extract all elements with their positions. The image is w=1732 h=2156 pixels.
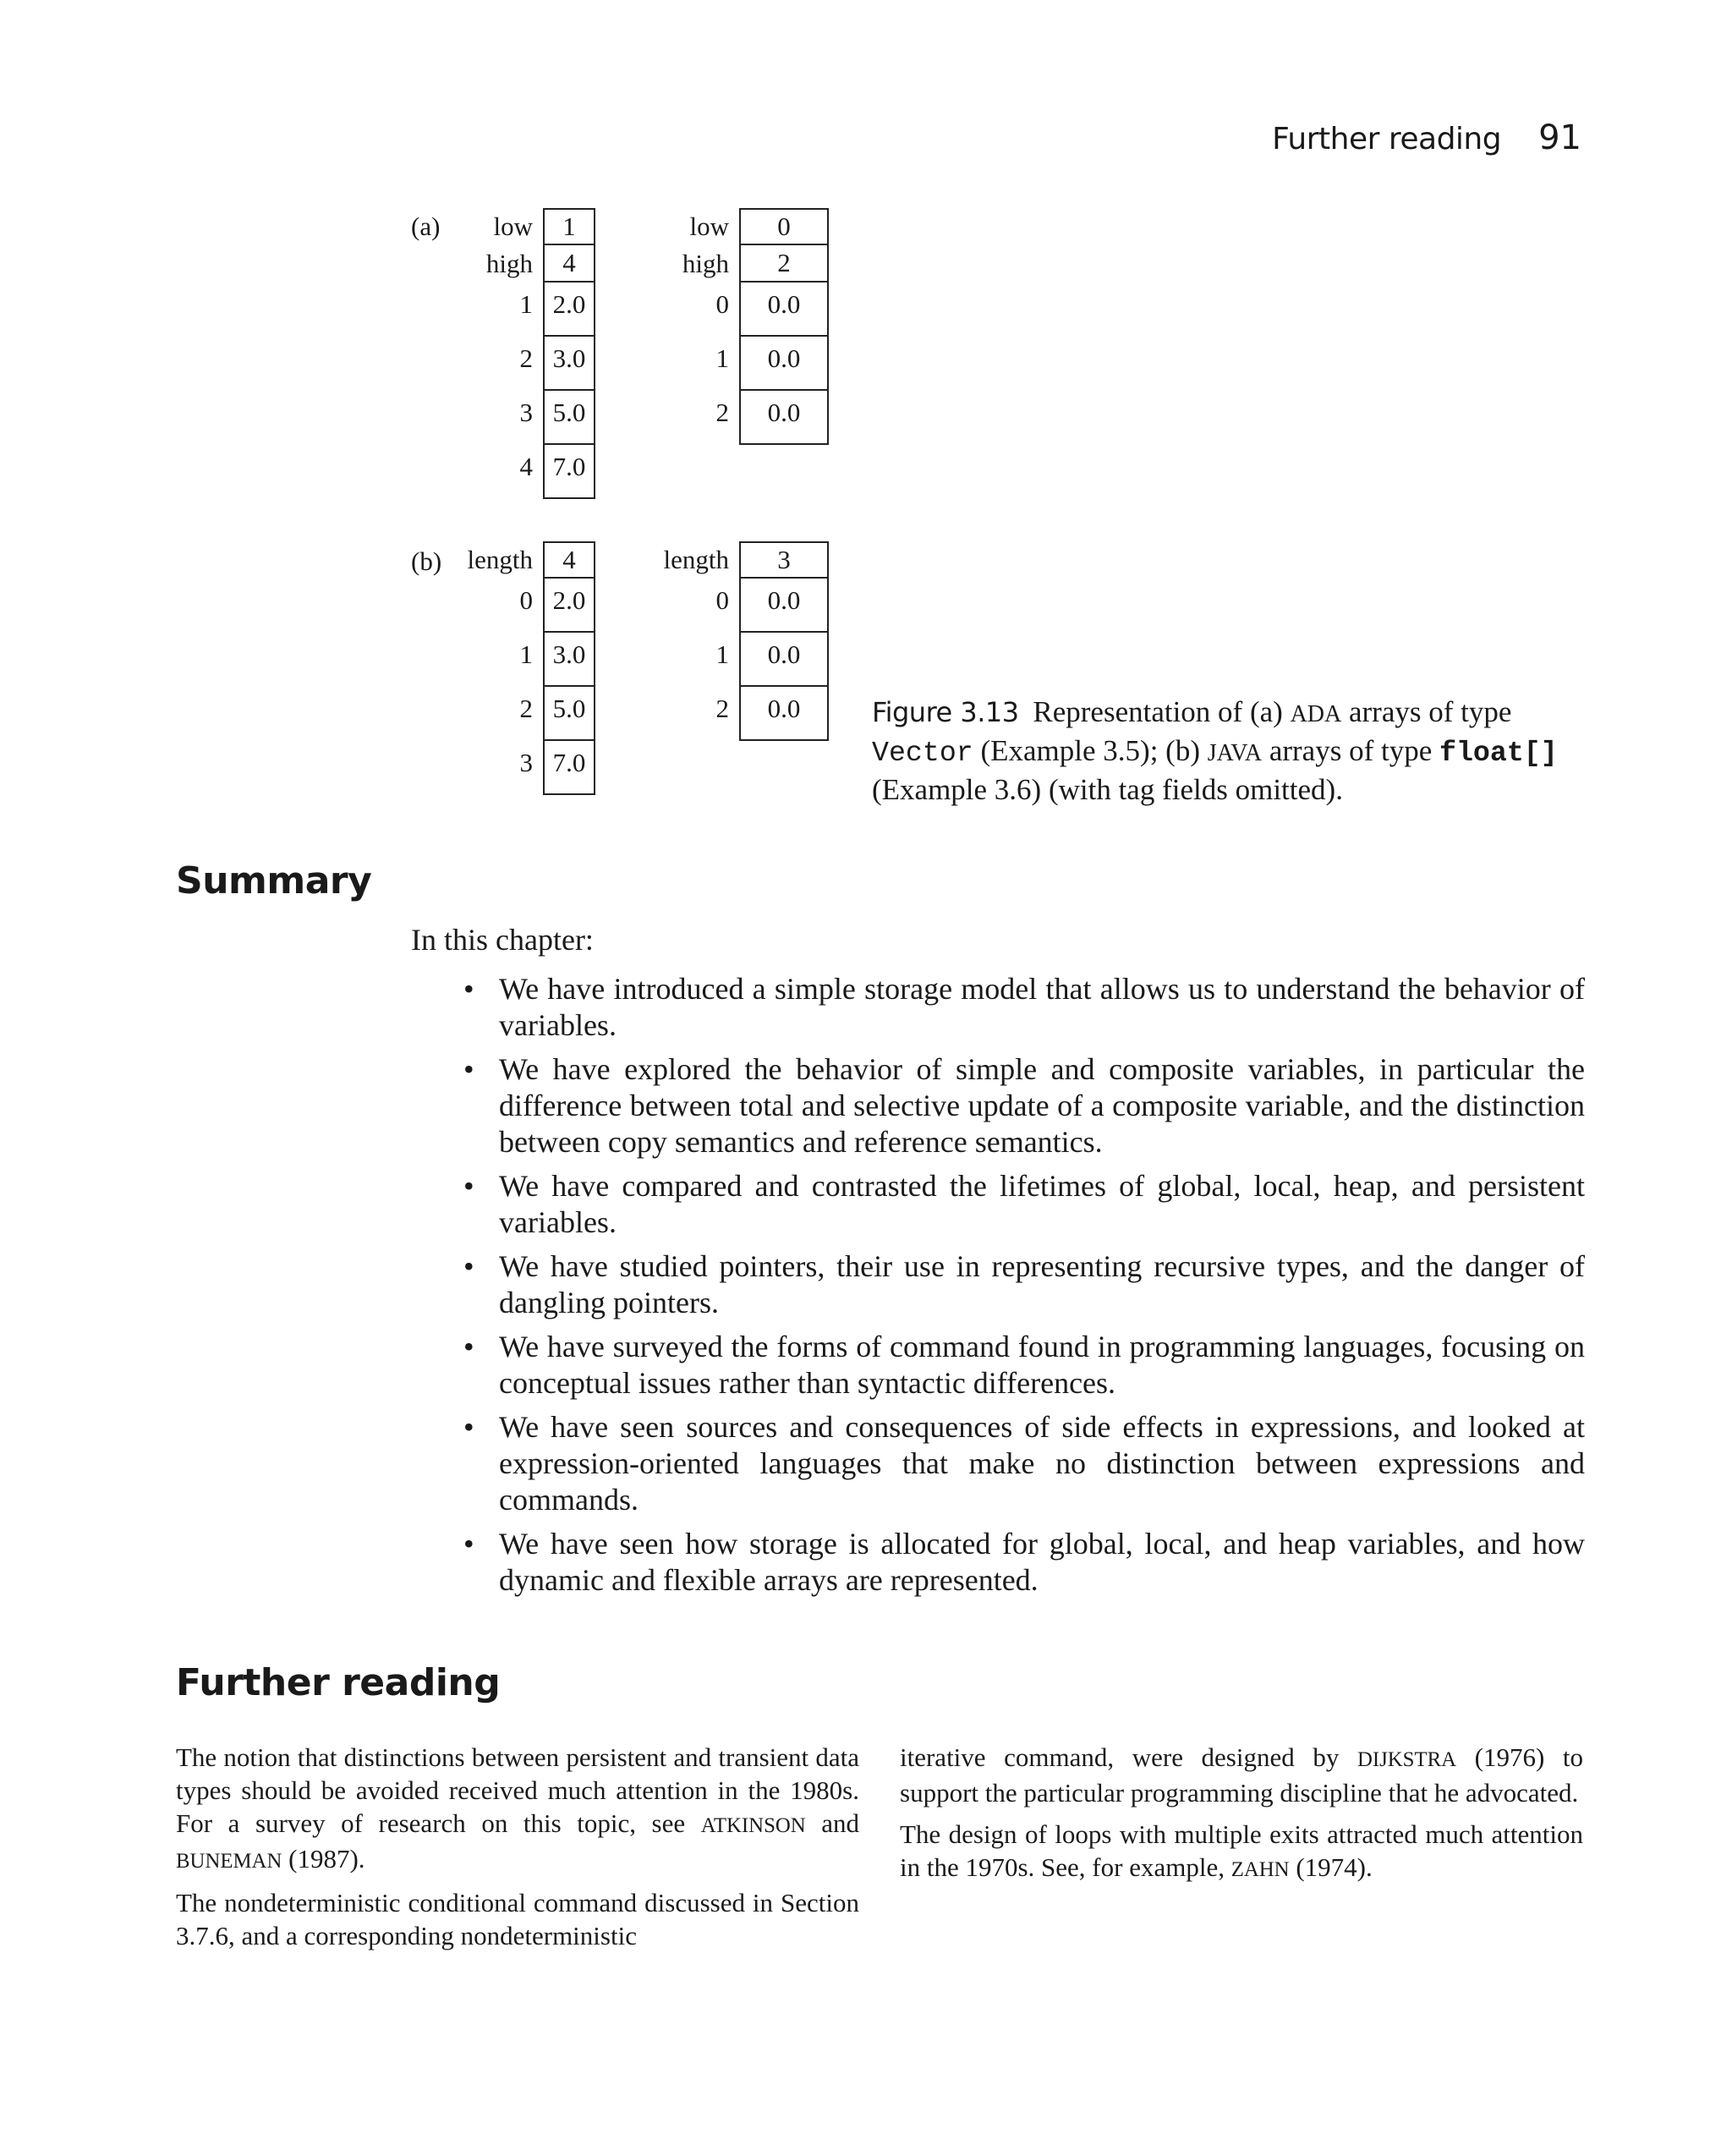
element-value: 0.0: [739, 391, 829, 445]
author-atkinson: ATKINSON: [700, 1814, 806, 1837]
caption-type-vector: Vector: [872, 737, 973, 769]
caption-text-5: (Example 3.6) (with tag fields omitted).: [872, 773, 1343, 806]
array-header-row: [493, 208, 595, 245]
index-label: 0: [519, 585, 533, 615]
index-label: 1: [519, 639, 533, 669]
author-zahn: ZAHN: [1230, 1858, 1290, 1881]
array-header-row: [485, 245, 595, 283]
caption-text-3: (Example 3.5); (b): [973, 734, 1208, 767]
ada-array-vector-0-2: [682, 208, 829, 445]
page-number: 91: [1538, 118, 1581, 157]
element-value: 7.0: [543, 445, 595, 499]
tag-field-label: low: [493, 211, 533, 241]
tag-field-label: high: [485, 249, 533, 278]
element-value: 5.0: [543, 391, 595, 445]
array-element-row: [715, 633, 829, 687]
summary-bullet: • We have introduced a simple storage model that allows us to understand the behavior of variables.: [463, 971, 1585, 1044]
element-value: 3.0: [543, 337, 595, 391]
array-element-row: [519, 579, 595, 633]
array-element-row: [519, 687, 595, 741]
array-header-row: [663, 541, 829, 579]
array-element-row: [715, 337, 829, 391]
element-value: 0.0: [739, 337, 829, 391]
element-value: 5.0: [543, 687, 595, 741]
tag-field-label: high: [682, 249, 729, 278]
summary-bullet: • We have seen how storage is allocated for global, local, and heap variables, and how dynamic and flexible arrays are represented.: [463, 1526, 1585, 1599]
index-label: 1: [715, 343, 729, 373]
array-element-row: [519, 283, 595, 337]
index-label: 2: [715, 694, 729, 723]
index-label: 3: [519, 398, 533, 427]
tag-field-value: 2: [739, 245, 829, 283]
figure-number: Figure 3.13: [872, 696, 1019, 728]
part-a-label: (a): [411, 211, 441, 241]
caption-lang-java: JAVA: [1207, 740, 1263, 766]
summary-bullet: • We have surveyed the forms of command found in programming languages, focusing on conceptual issues rather than syntactic differences.: [463, 1329, 1585, 1402]
tag-field-value: 3: [739, 541, 829, 579]
index-label: 2: [519, 694, 533, 723]
caption-lang-ada: ADA: [1290, 701, 1342, 727]
further-reading-paragraph: The nondeterministic conditional command discussed in Section 3.7.6, and a corresponding nondeterministic: [176, 1888, 859, 1950]
running-head: [1272, 118, 1581, 157]
element-value: 0.0: [739, 579, 829, 633]
further-reading-left-column: [176, 1741, 859, 1961]
caption-text-2: arrays of type: [1341, 695, 1512, 728]
array-element-row: [519, 445, 595, 499]
tag-field-label: low: [689, 211, 729, 241]
summary-bullet: • We have explored the behavior of simple and composite variables, in particular the difference between total and selective update of a composite variable, and the distinction between copy semantics and reference semantics.: [463, 1051, 1585, 1160]
author-buneman: BUNEMAN: [176, 1850, 282, 1873]
part-b-label: (b): [411, 546, 442, 576]
author-dijkstra: DIJKSTRA: [1357, 1748, 1457, 1771]
tag-field-label: length: [663, 545, 729, 574]
index-label: 2: [715, 398, 729, 427]
running-title: Further reading: [1272, 122, 1502, 156]
summary-bullet: • We have compared and contrasted the lifetimes of global, local, heap, and persistent variables.: [463, 1168, 1585, 1241]
further-reading-paragraph: [176, 1741, 859, 1878]
element-value: 0.0: [739, 283, 829, 337]
summary-list: [463, 971, 1585, 1606]
array-element-row: [715, 391, 829, 445]
index-label: 1: [715, 639, 729, 669]
paragraph-text: and: [805, 1808, 859, 1838]
array-header-row: [689, 208, 829, 245]
paragraph-text: The design of loops with multiple exits attracted much attention in the 1970s. See, for example,: [900, 1819, 1583, 1882]
index-label: 0: [715, 585, 729, 615]
element-value: 2.0: [543, 283, 595, 337]
element-value: 2.0: [543, 579, 595, 633]
caption-type-float-array: float[]: [1439, 737, 1558, 769]
paragraph-text: iterative command, were designed by: [900, 1742, 1357, 1772]
further-reading-paragraph: [900, 1741, 1583, 1809]
index-label: 0: [715, 289, 729, 319]
tag-field-value: 4: [543, 541, 595, 579]
java-array-length-4: [467, 541, 595, 795]
summary-bullet: • We have studied pointers, their use in representing recursive types, and the danger of dangling pointers.: [463, 1248, 1585, 1321]
array-element-row: [519, 337, 595, 391]
array-element-row: [715, 579, 829, 633]
paragraph-text: (1974).: [1289, 1852, 1373, 1882]
array-element-row: [519, 391, 595, 445]
element-value: 0.0: [739, 633, 829, 687]
further-reading-right-column: [900, 1741, 1583, 1895]
paragraph-text: (1987).: [282, 1844, 365, 1873]
ada-array-vector-1-4: [485, 208, 595, 499]
array-header-row: [467, 541, 595, 579]
array-element-row: [715, 283, 829, 337]
further-reading-heading: Further reading: [176, 1661, 501, 1704]
index-label: 2: [519, 343, 533, 373]
paragraph-text: (1976) to support the particular programming discipline that he advocated.: [900, 1742, 1583, 1808]
tag-field-value: 0: [739, 208, 829, 245]
paragraph-text: The notion that distinctions between persistent and transient data types should be avoided received much attention in the 1980s. For a survey of research on this topic, see: [176, 1742, 859, 1838]
figure-caption: [872, 694, 1591, 808]
caption-text-1: Representation of (a): [1033, 695, 1291, 728]
further-reading-paragraph: [900, 1818, 1583, 1886]
element-value: 3.0: [543, 633, 595, 687]
summary-intro: In this chapter:: [411, 923, 594, 957]
caption-text-4: arrays of type: [1262, 734, 1439, 767]
index-label: 4: [519, 452, 533, 481]
tag-field-value: 4: [543, 245, 595, 283]
tag-field-value: 1: [543, 208, 595, 245]
tag-field-label: length: [467, 545, 533, 574]
index-label: 3: [519, 748, 533, 777]
element-value: 7.0: [543, 741, 595, 795]
index-label: 1: [519, 289, 533, 319]
array-element-row: [715, 687, 829, 741]
summary-bullet: • We have seen sources and consequences of side effects in expressions, and looked at expression-oriented languages that make no distinction between expressions and commands.: [463, 1409, 1585, 1518]
array-header-row: [682, 245, 829, 283]
array-element-row: [519, 741, 595, 795]
summary-heading: Summary: [176, 859, 372, 902]
array-element-row: [519, 633, 595, 687]
java-array-length-3: [663, 541, 829, 741]
element-value: 0.0: [739, 687, 829, 741]
